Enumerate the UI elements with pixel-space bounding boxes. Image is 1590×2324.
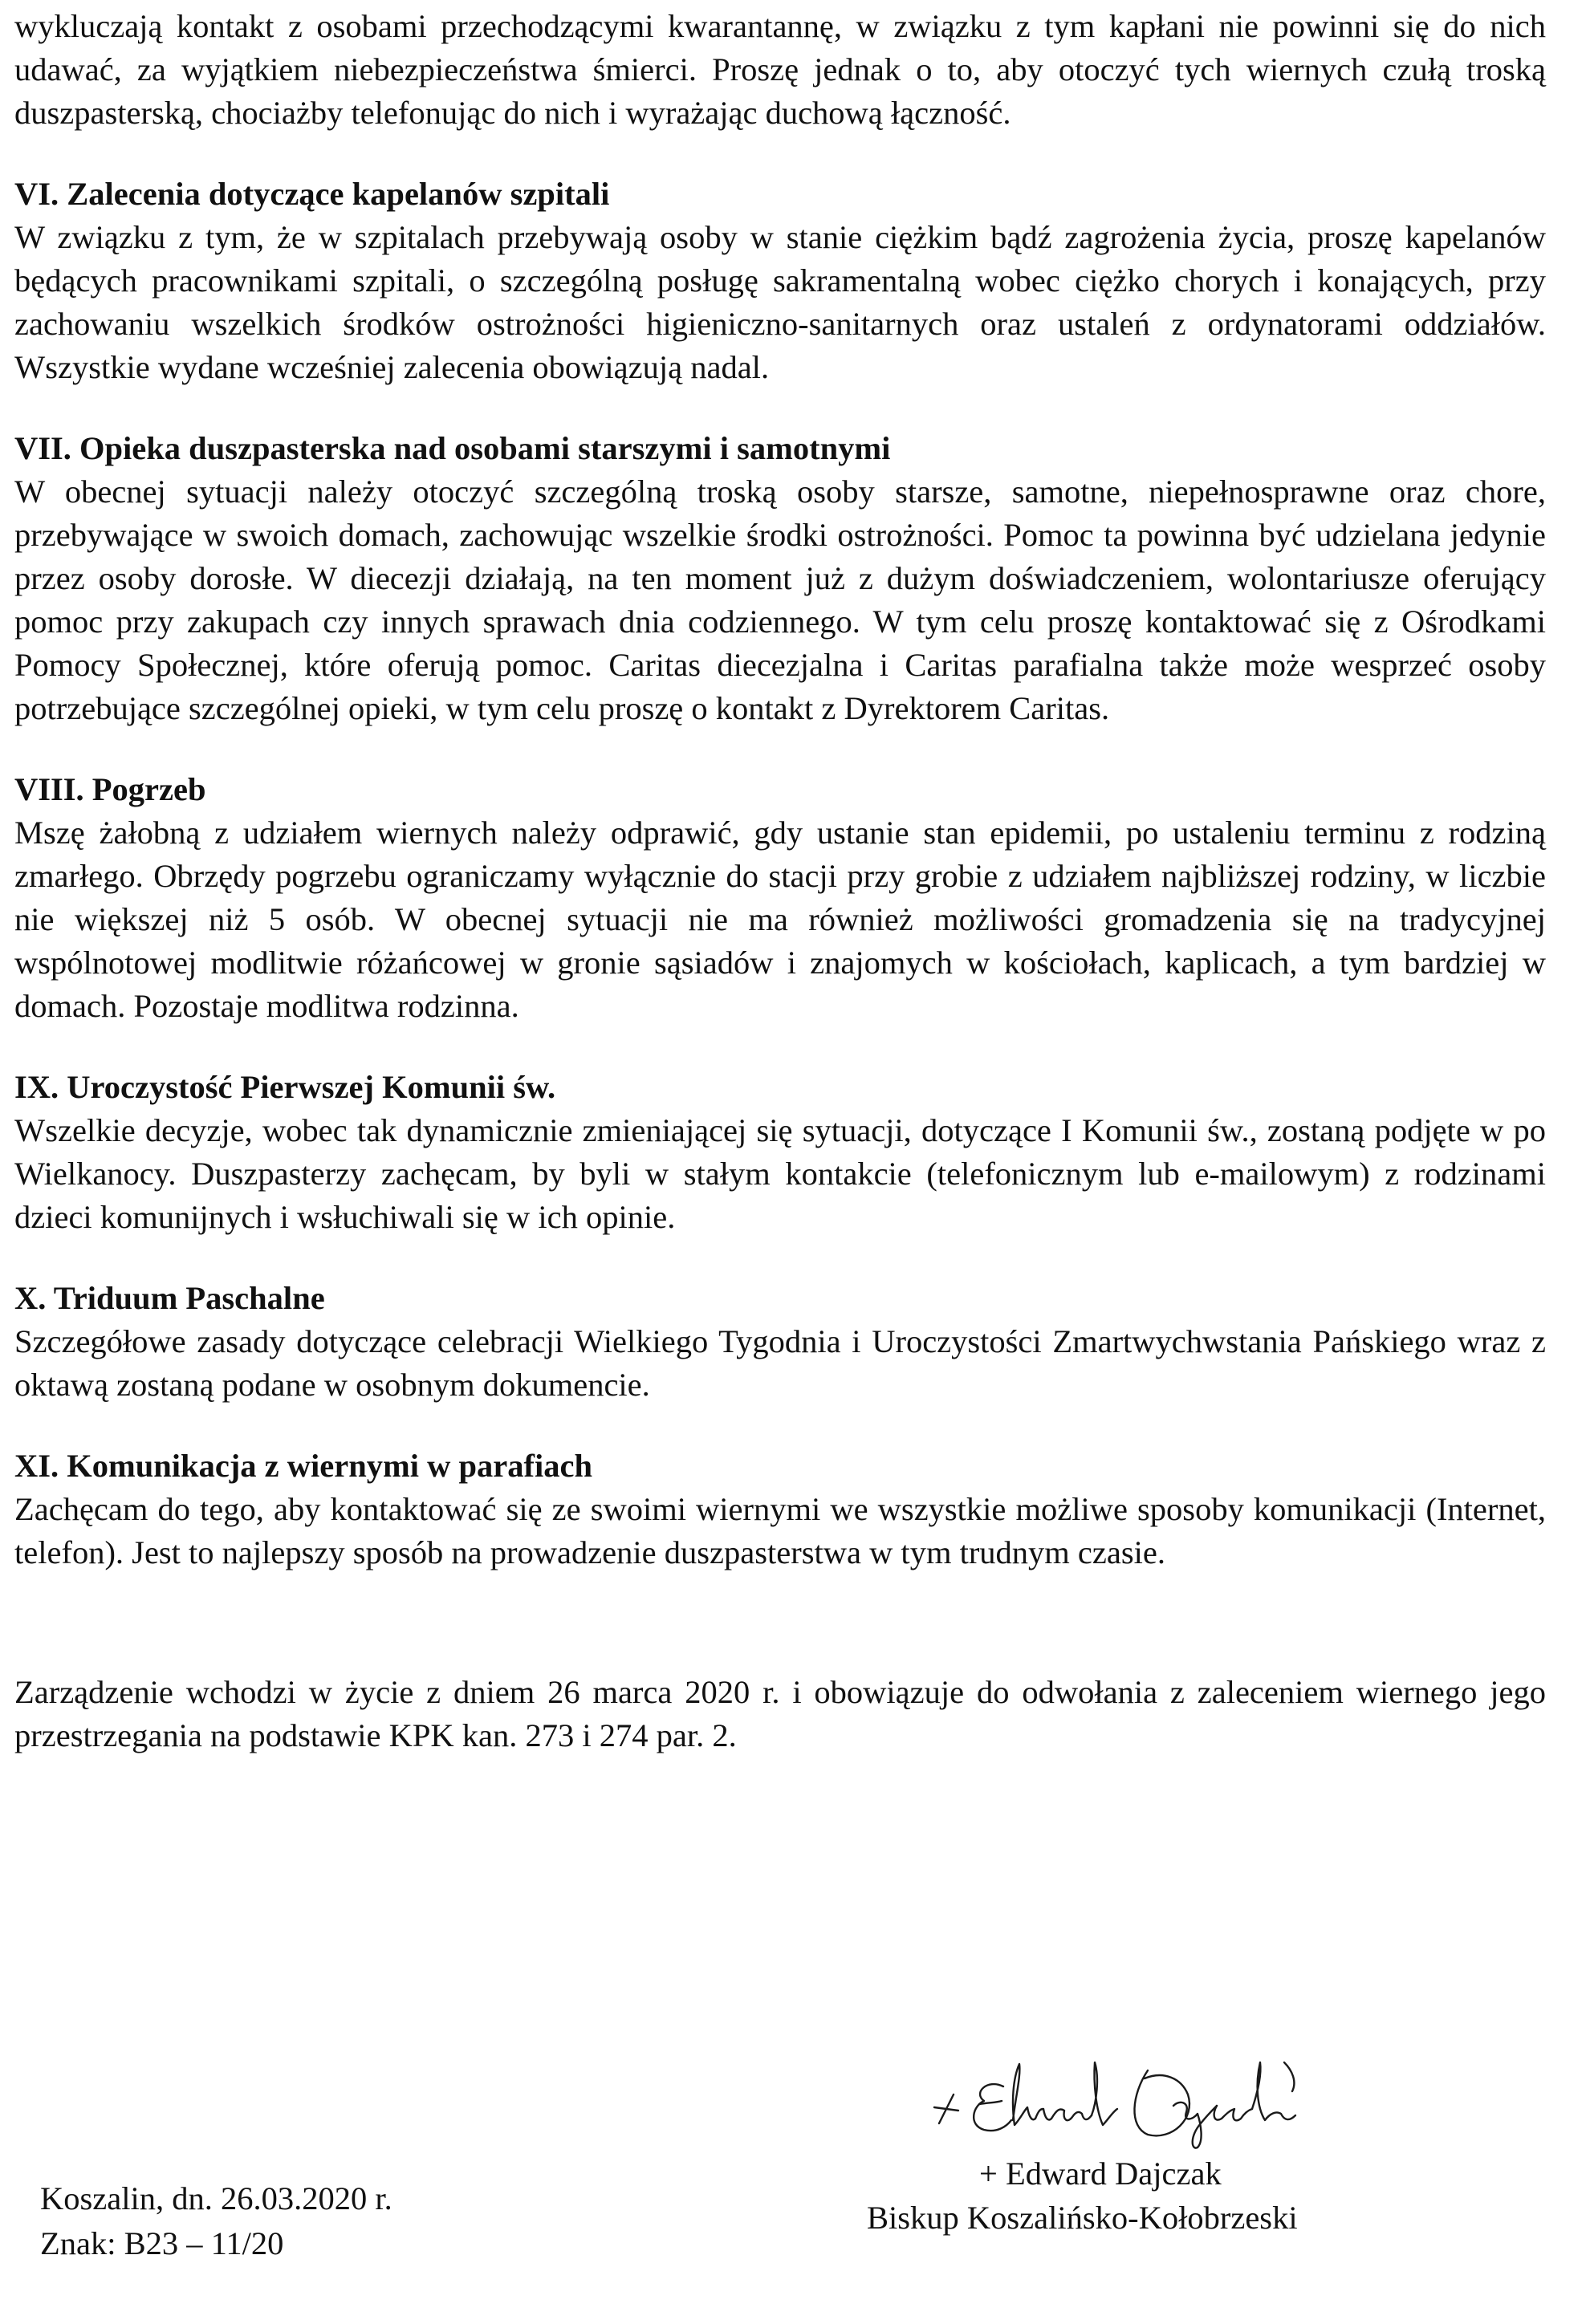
section-body: Mszę żałobną z udziałem wiernych należy odprawić, gdy ustanie stan epidemii, po ustaleniu terminu z rodziną zmarłego. Obrzędy pogrzebu ograniczamy wyłącznie do stacji przy grobie z udziałem najbliższej rodziny, w liczbie nie większej niż 5 osób. W obecnej sytuacji nie ma również możliwości gromadzenia się na tradycyjnej wspólnotowej modlitwie różańcowej w gronie sąsiadów i znajomych w kościołach, kaplicach, a tym bardziej w domach. Pozostaje modlitwa rodzinna.: [14, 815, 1546, 1024]
document-page: [14, 0, 1546, 1757]
section-heading: IX. Uroczystość Pierwszej Komunii św.: [14, 1069, 556, 1105]
handwritten-signature: [907, 2046, 1356, 2151]
section-vi: [14, 173, 1546, 389]
section-viii: [14, 768, 1546, 1028]
section-x: [14, 1277, 1546, 1407]
section-xi: [14, 1444, 1546, 1574]
section-body: Wszelkie decyzje, wobec tak dynamicznie zmieniającej się sytuacji, dotyczące I Komunii św., zostaną podjęte w po Wielkanocy. Duszpasterzy zachęcam, by byli w stałym kontakcie (telefonicznym lub e-mailowym) z rodzinami dzieci komunijnych i wsłuchiwali się w ich opinie.: [14, 1112, 1546, 1235]
closing-paragraph: Zarządzenie wchodzi w życie z dniem 26 marca 2020 r. i obowiązuje do odwołania z zaleceniem wiernego jego przestrzegania na podstawie KPK kan. 273 i 274 par. 2.: [14, 1674, 1546, 1753]
signatory-name: + Edward Dajczak: [979, 2155, 1222, 2192]
section-body: W związku z tym, że w szpitalach przebywają osoby w stanie ciężkim bądź zagrożenia życia, proszę kapelanów będących pracownikami szpitali, o szczególną posługę sakramentalną wobec ciężko chorych i konających, przy zachowaniu wszelkich środków ostrożności higieniczno-sanitarnych oraz ustaleń z ordynatorami oddziałów. Wszystkie wydane wcześniej zalecenia obowiązują nadal.: [14, 219, 1546, 385]
reference-number: Znak: B23 – 11/20: [40, 2225, 284, 2261]
place-date: Koszalin, dn. 26.03.2020 r.: [40, 2180, 392, 2216]
section-heading: X. Triduum Paschalne: [14, 1280, 325, 1316]
section-heading: XI. Komunikacja z wiernymi w parafiach: [14, 1448, 592, 1484]
section-body: Szczegółowe zasady dotyczące celebracji Wielkiego Tygodnia i Uroczystości Zmartwychwstania Pańskiego wraz z oktawą zostaną podane w osobnym dokumencie.: [14, 1323, 1546, 1403]
section-heading: VI. Zalecenia dotyczące kapelanów szpitali: [14, 176, 610, 212]
section-heading: VII. Opieka duszpasterska nad osobami starszymi i samotnymi: [14, 430, 891, 466]
signatory-title: Biskup Koszalińsko-Kołobrzeski: [867, 2200, 1298, 2236]
signature-block: [859, 2046, 1437, 2319]
section-body: W obecnej sytuacji należy otoczyć szczególną troską osoby starsze, samotne, niepełnosprawne oraz chore, przebywające w swoich domach, zachowując wszelkie środki ostrożności. Pomoc ta powinna być udzielana jedynie przez osoby dorosłe. W diecezji działają, na ten moment już z dużym doświadczeniem, wolontariusze oferujący pomoc przy zakupach czy innych sprawach dnia codziennego. W tym celu proszę kontaktować się z Ośrodkami Pomocy Społecznej, które oferują pomoc. Caritas diecezjalna i Caritas parafialna także może wesprzeć osoby potrzebujące szczególnej opieki, w tym celu proszę o kontakt z Dyrektorem Caritas.: [14, 473, 1546, 726]
section-vii: [14, 427, 1546, 730]
section-body: Zachęcam do tego, aby kontaktować się ze swoimi wiernymi we wszystkie możliwe sposoby komunikacji (Internet, telefon). Jest to najlepszy sposób na prowadzenie duszpasterstwa w tym trudnym czasie.: [14, 1491, 1546, 1570]
place-date-block: [40, 2176, 392, 2266]
section-heading: VIII. Pogrzeb: [14, 771, 206, 807]
intro-paragraph: wykluczają kontakt z osobami przechodzącymi kwarantannę, w związku z tym kapłani nie powinni się do nich udawać, za wyjątkiem niebezpieczeństwa śmierci. Proszę jednak o to, aby otoczyć tych wiernych czułą troską duszpasterską, chociażby telefonując do nich i wyrażając duchową łączność.: [14, 8, 1546, 131]
section-ix: [14, 1066, 1546, 1239]
